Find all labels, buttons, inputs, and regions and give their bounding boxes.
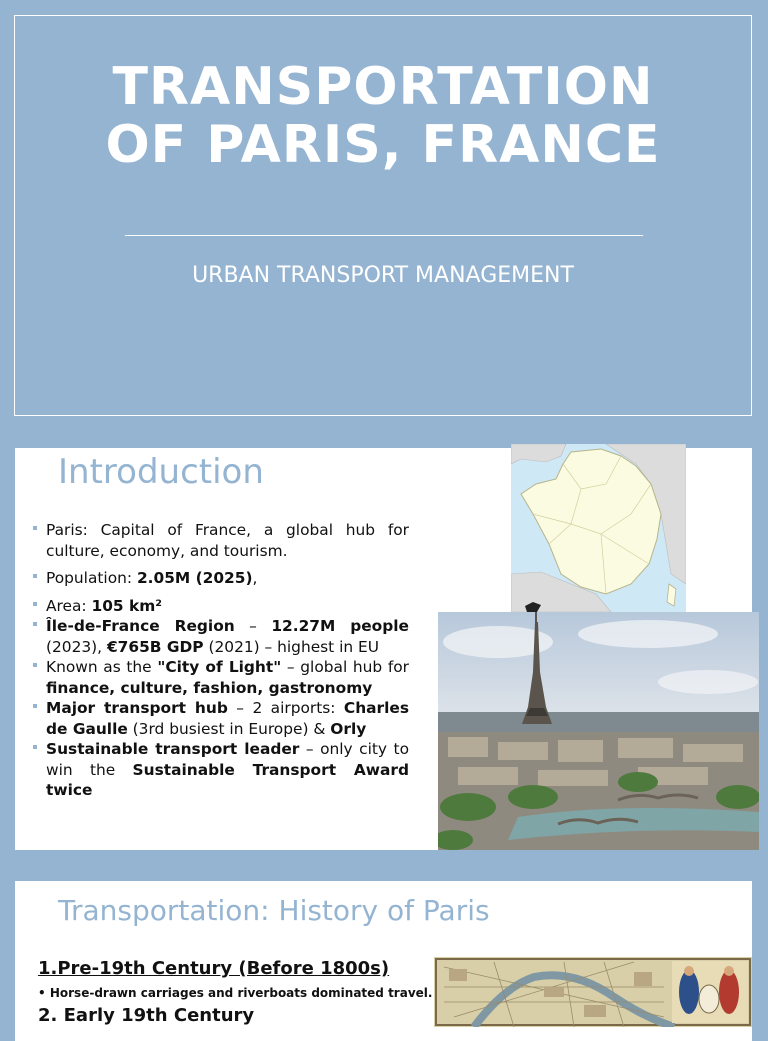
title-divider [125, 235, 643, 236]
paris-eiffel-tower-photo [438, 612, 759, 850]
introduction-bullet-list [33, 520, 409, 801]
title-line-1: TRANSPORTATION [112, 57, 654, 117]
era-bullet-horse-drawn: • Horse-drawn carriages and riverboats dominated travel. [38, 986, 433, 1000]
bullet-capital: Paris: Capital of France, a global hub for culture, economy, and tourism. [33, 520, 409, 561]
bullet-city-of-light: Known as the "City of Light" – global hub for finance, culture, fashion, gastronomy [33, 657, 409, 698]
france-map-graphic [511, 444, 686, 612]
title-line-2: OF PARIS, FRANCE [105, 115, 661, 175]
bullet-transport-hub: Major transport hub – 2 airports: Charles de Gaulle (3rd busiest in Europe) & Orly [33, 698, 409, 739]
era-heading-early-19th: 2. Early 19th Century [38, 1005, 255, 1026]
historic-paris-map-image [434, 957, 752, 1027]
bullet-region: Île-de-France Region – 12.27M people (2023), €765B GDP (2021) – highest in EU [33, 616, 409, 657]
historic-map-graphic [434, 957, 752, 1027]
paris-skyline-graphic [438, 612, 759, 850]
bullet-area: Area: 105 km² [33, 596, 409, 617]
era-heading-pre-19th: 1.Pre-19th Century (Before 1800s) [38, 958, 390, 979]
slide-title [15, 58, 751, 174]
bullet-sustainable: Sustainable transport leader – only city to win the Sustainable Transport Award twice [33, 739, 409, 801]
title-slide [14, 15, 752, 416]
slide-subtitle: URBAN TRANSPORT MANAGEMENT [192, 263, 574, 288]
france-map-image [511, 444, 686, 612]
bullet-population: Population: 2.05M (2025), [33, 568, 409, 589]
introduction-heading: Introduction [58, 452, 264, 492]
history-heading: Transportation: History of Paris [58, 894, 490, 927]
